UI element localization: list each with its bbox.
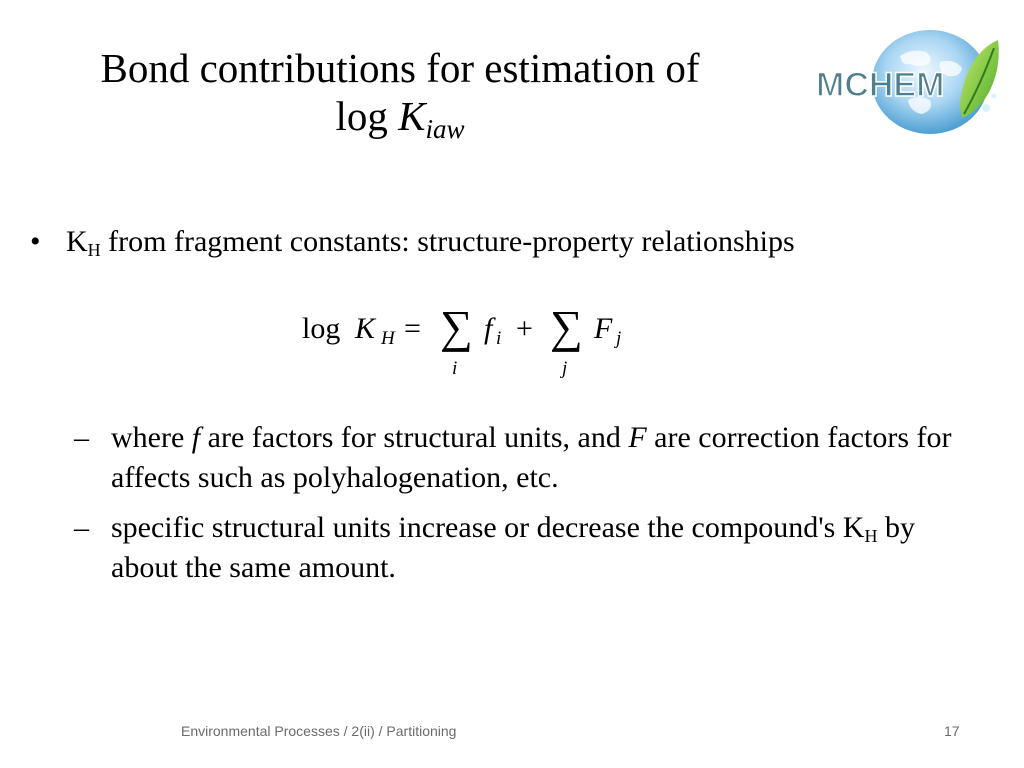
footer-page-number: 17 xyxy=(944,723,960,739)
sub-k: K xyxy=(842,511,865,544)
var-F: F xyxy=(628,421,647,454)
bullet-k: K xyxy=(66,225,88,258)
bullet-text: from fragment constants: structure-property relationships xyxy=(100,225,795,258)
sub-bullet-dash: – xyxy=(74,511,89,544)
formula-sum-1-index: i xyxy=(452,358,458,379)
sub-bullet-text: specific structural units increase or decrease the compound's $K_H$ by about the same amount. xyxy=(111,511,915,584)
formula-sum-2-index: j xyxy=(562,358,568,379)
formula-k-sub: H xyxy=(381,328,395,349)
bullet-k-sub: H xyxy=(87,240,101,260)
mchem-logo xyxy=(812,26,1002,136)
formula-f: f xyxy=(484,312,493,345)
bullet-symbol: • xyxy=(30,225,41,258)
formula-F-sub: j xyxy=(616,328,622,349)
var-f: f xyxy=(191,421,201,454)
formula-log-kh xyxy=(300,292,640,387)
formula-plus: + xyxy=(516,312,533,345)
formula-f-sub: i xyxy=(496,328,502,349)
formula-sum-1: ∑ xyxy=(440,301,473,352)
sub-k-sub: H xyxy=(864,526,878,546)
bullet-main xyxy=(30,222,990,262)
title-line-1: Bond contributions for estimation of xyxy=(100,45,700,91)
formula-F: F xyxy=(594,312,613,345)
title-log: log xyxy=(335,93,399,139)
logo-text: MCHEM xyxy=(816,66,945,104)
slide-title xyxy=(60,44,740,144)
formula-k: K xyxy=(355,312,376,345)
title-k: K xyxy=(398,93,426,139)
formula-sum-2: ∑ xyxy=(550,301,583,352)
sub-bullet-dash: – xyxy=(74,421,89,454)
title-k-sub: iaw xyxy=(425,114,465,144)
title-line-2 xyxy=(60,92,740,144)
formula-equals: = xyxy=(404,312,421,345)
footer-course: Environmental Processes / 2(ii) / Partitioning xyxy=(181,723,457,739)
sub-bullet-1 xyxy=(74,418,974,498)
sub-bullet-2 xyxy=(74,508,974,588)
sub-bullet-text: where f are factors for structural units, and F are correction factors for affects such as polyhalogenation, etc. xyxy=(111,421,952,494)
formula-log: log xyxy=(302,312,341,345)
